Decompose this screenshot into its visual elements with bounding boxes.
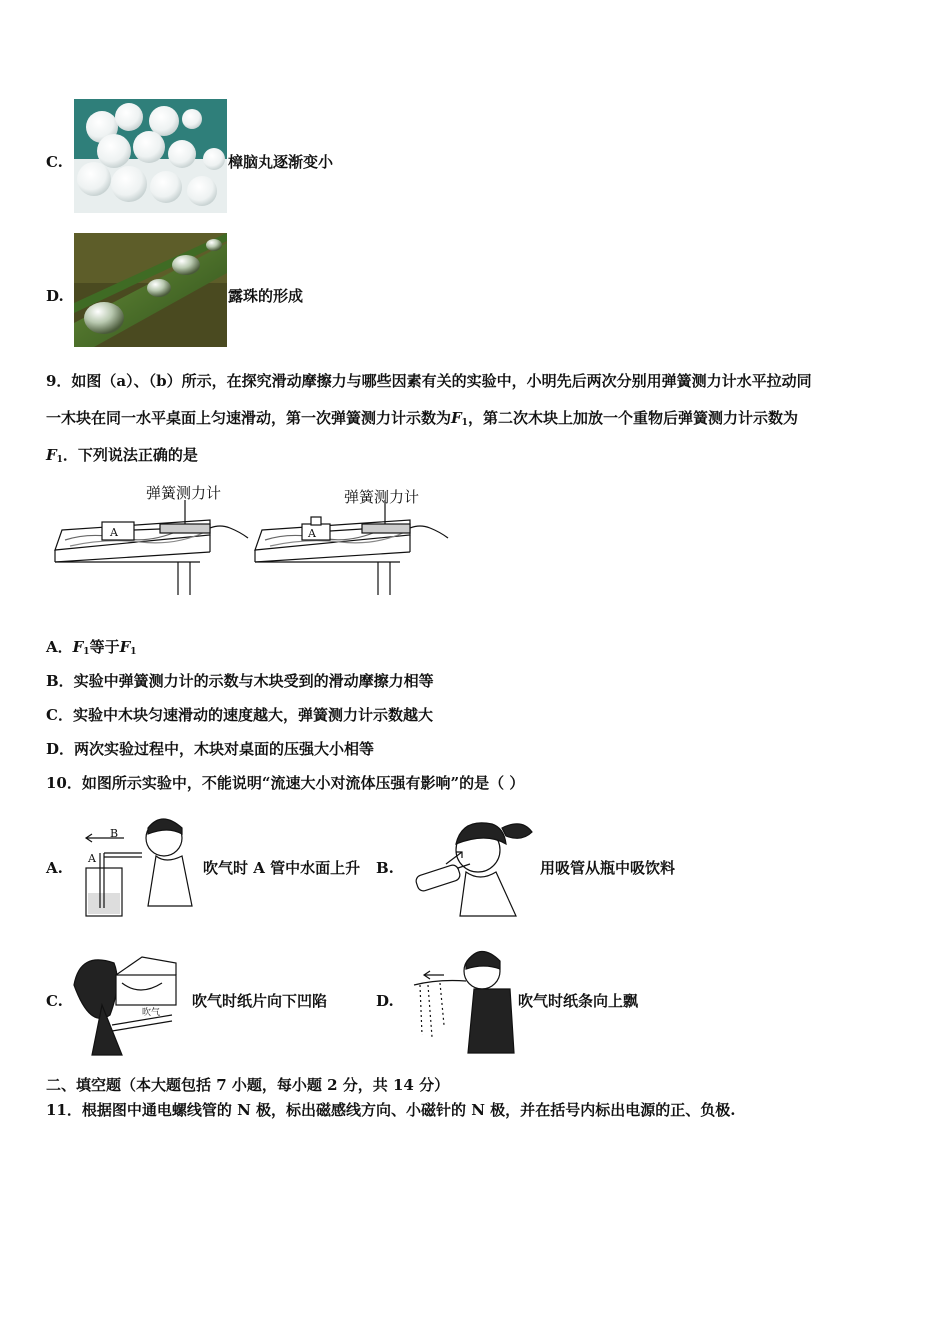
blowing-tube-figure	[76, 808, 202, 920]
q10-stem: 10．如图所示实验中，不能说明“流速大小对流体压强有影响”的是（ ）	[46, 774, 525, 792]
dew-drops-photo	[74, 233, 227, 347]
q9-option-a: A．$F_1$等于$F_1$	[46, 638, 137, 657]
figure-a-block-label: A	[110, 526, 118, 539]
q9-option-d: D．两次实验过程中，木块对桌面的压强大小相等	[46, 740, 375, 758]
q10-option-b-letter: B.	[376, 859, 394, 877]
q8-option-d-text: 露珠的形成	[228, 287, 304, 305]
q9-stem-line2: 一木块在同一水平桌面上匀速滑动，第一次弹簧测力计示数为$F_1$，第二次木块上加放一个重物后弹簧测力计示数为	[46, 409, 798, 428]
section-2-title: 二、填空题（本大题包括 7 小题，每小题 2 分，共 14 分）	[46, 1076, 450, 1094]
tube-a-label: A	[88, 852, 96, 865]
figure-b-spring-scale-label: 弹簧测力计	[344, 488, 420, 506]
q10-option-a-letter: A.	[46, 859, 63, 877]
q9-stem-line3: $F_1$．下列说法正确的是	[46, 446, 198, 465]
q8-option-c-letter: C.	[46, 153, 63, 171]
q10-option-c-letter: C.	[46, 992, 63, 1010]
blowing-under-paper-figure	[72, 945, 190, 1059]
q10-option-d-letter: D.	[376, 992, 394, 1010]
q10-option-d-text: 吹气时纸条向上飘	[518, 992, 639, 1010]
q9-stem-line1: 9．如图（a）、（b）所示，在探究滑动摩擦力与哪些因素有关的实验中，小明先后两次分别用弹簧测力计水平拉动同	[46, 372, 812, 390]
q10-option-c-text: 吹气时纸片向下凹陷	[192, 992, 328, 1010]
q11-stem: 11．根据图中通电螺线管的 N 极，标出磁感线方向、小磁针的 N 极，并在括号内标出电源的正、负极.	[46, 1101, 736, 1119]
q9-option-b: B．实验中弹簧测力计的示数与木块受到的滑动摩擦力相等	[46, 672, 434, 690]
q10-option-a-text: 吹气时 A 管中水面上升	[203, 859, 361, 877]
camphor-balls-photo	[74, 99, 227, 213]
boy-blowing-paper-strip-figure	[404, 945, 516, 1057]
blowing-label: 吹气	[142, 1008, 161, 1018]
figure-b-block-label: A	[308, 527, 316, 540]
q9-option-c: C．实验中木块匀速滑动的速度越大，弹簧测力计示数越大	[46, 706, 433, 724]
q8-option-c-text: 樟脑丸逐渐变小	[228, 153, 334, 171]
q8-option-d-letter: D.	[46, 287, 64, 305]
girl-drinking-straw-figure	[406, 808, 534, 920]
q10-option-b-text: 用吸管从瓶中吸饮料	[540, 859, 676, 877]
figure-a-spring-scale-label: 弹簧测力计	[146, 484, 222, 502]
tube-b-label: B	[110, 827, 119, 840]
friction-experiment-figure	[50, 480, 450, 600]
